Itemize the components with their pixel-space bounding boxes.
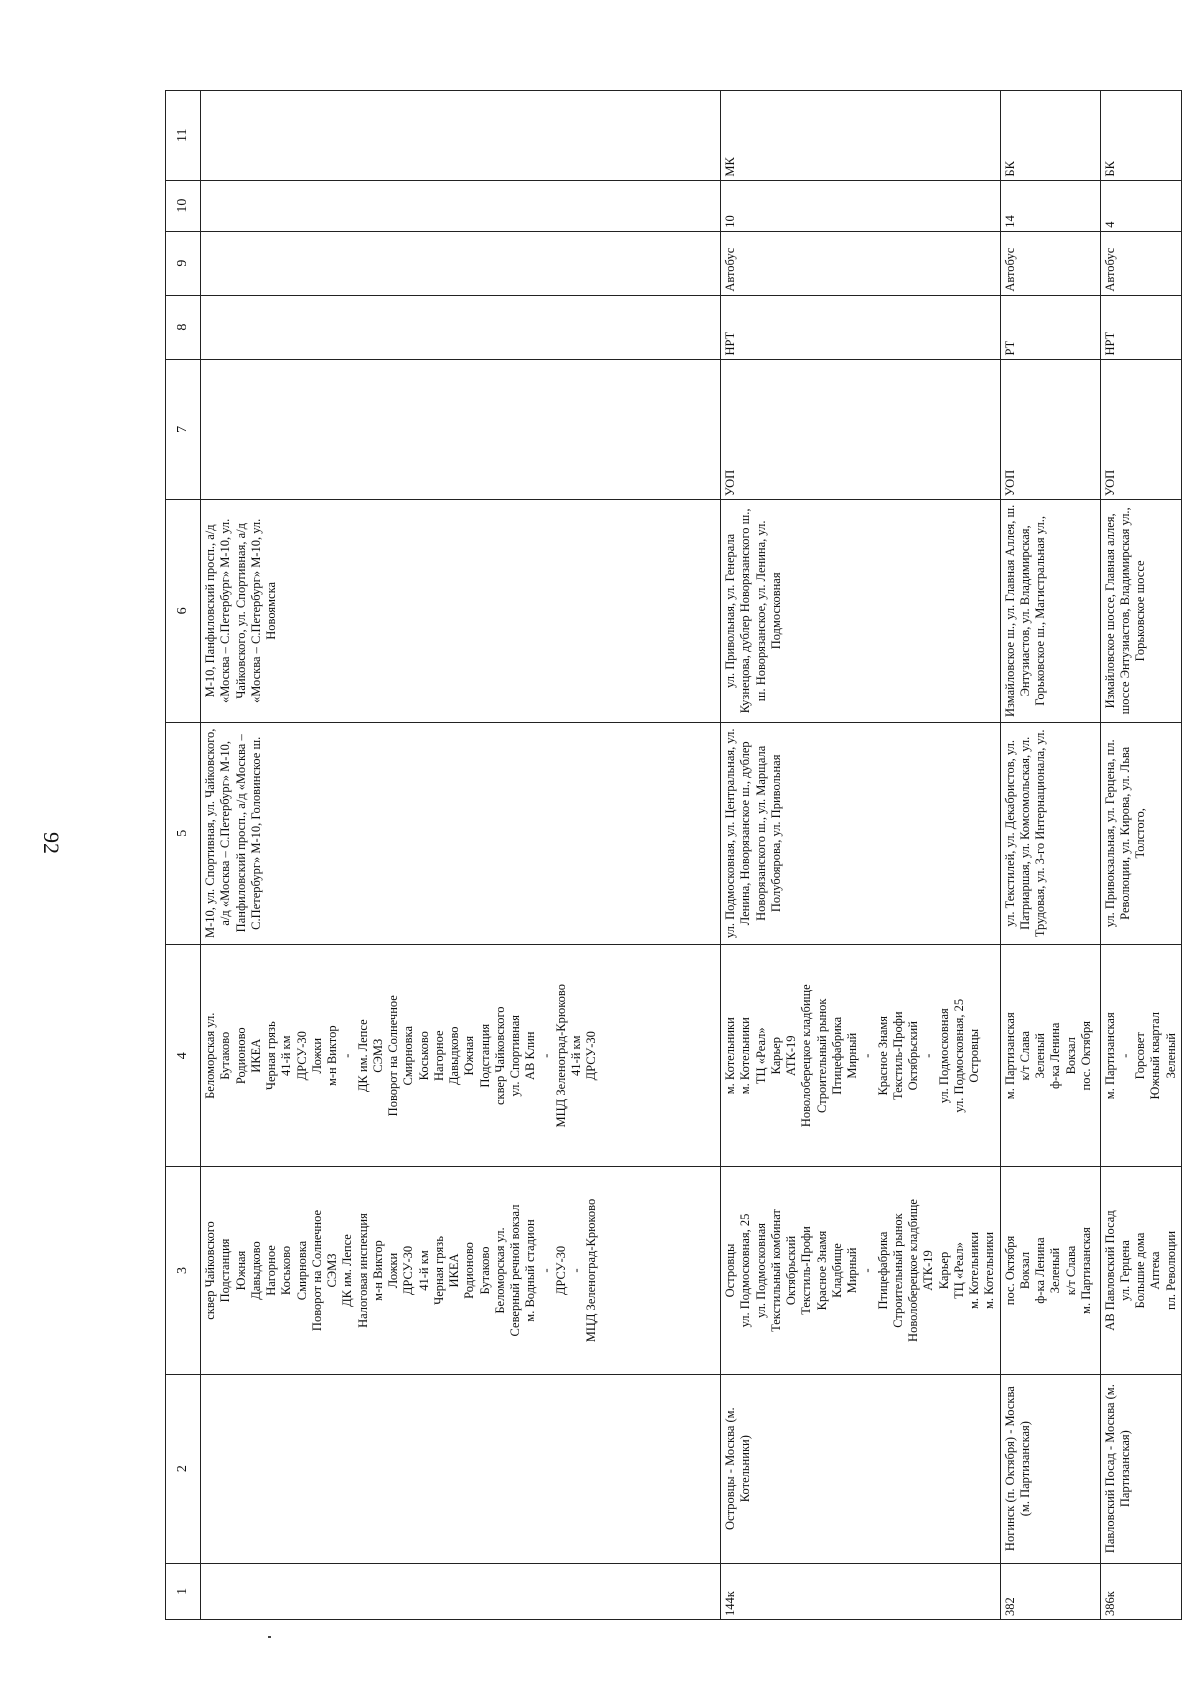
cell-c5 [1000, 722, 1100, 944]
stop-name: Давыдково [447, 1026, 461, 1085]
cell-c6 [1100, 500, 1181, 722]
stop-name: ул. Герцена [1117, 1240, 1132, 1301]
cell-c7 [721, 359, 1001, 500]
stop-name: Новолоберецкое кладбище [799, 984, 814, 1128]
stop-name: Островцы [967, 1028, 981, 1083]
stop-name: Зеленый [1048, 1247, 1063, 1294]
cell-c8 [1100, 295, 1181, 359]
cell-text: 14 [1002, 215, 1017, 228]
cell-text: Ногинск (п. Октября) - Москва (м. Партизанская) [1002, 1386, 1032, 1552]
stop-name: СЭМЗ [325, 1253, 339, 1288]
stop-name: Смирновка [294, 1240, 309, 1301]
stop-name: Мирный [845, 1032, 859, 1079]
stop-name: Южная [233, 1250, 248, 1291]
cell-c3 [1000, 1167, 1100, 1374]
stop-name: МЦД Зеленоград-Крюково [584, 1198, 599, 1343]
stop-name: Птицефабрика [829, 1016, 844, 1095]
stop-name: Мирный [845, 1247, 859, 1294]
stop-name: сквер Чайковского [203, 1221, 217, 1320]
stop-name: 41-й км [569, 1035, 583, 1076]
stop-name: Нагорное [431, 1030, 446, 1081]
stop-name: м. Котельники [723, 1017, 737, 1095]
column-header-1: 1 [166, 1563, 201, 1619]
stop-name: Текстиль-Профи [799, 1226, 814, 1315]
cell-text: 4 [1102, 221, 1117, 228]
stop-name: ИКЕА [447, 1253, 461, 1288]
stop-name: сквер Чайковского [492, 1006, 507, 1106]
stop-name: ф-ка Ленина [1033, 1237, 1047, 1304]
cell-c3 [201, 1167, 721, 1374]
stop-name: Строительный рынок [890, 1213, 905, 1328]
stop-name: Ложки [309, 1037, 324, 1074]
table-row [721, 91, 1001, 1620]
stop-name: Большие дома [1133, 1232, 1147, 1309]
column-header-3: 3 [166, 1167, 201, 1374]
page-number: 92 [39, 832, 64, 854]
stop-name: пос. Октября [1002, 1235, 1017, 1306]
cell-text: ул. Привокзальная, ул. Герцена, пл. Революции, ул. Кирова, ул. Льва Толстого, [1102, 739, 1147, 928]
cell-text: УОП [1102, 469, 1117, 497]
stop-name: Родионово [462, 1242, 477, 1299]
scan-speck [268, 1636, 271, 1638]
cell-text: Измайловское шоссе, Главная аллея, шоссе Энтузиастов, Владимирская ул., Горьковское шоссе [1102, 507, 1147, 715]
cell-c7 [1100, 359, 1181, 500]
cell-c9 [721, 231, 1001, 295]
stop-name: ДРСУ-30 [584, 1031, 599, 1081]
stop-name: Зеленый [1033, 1033, 1047, 1079]
cell-text: БК [1102, 161, 1117, 177]
stop-name: Строительный рынок [814, 998, 829, 1113]
stop-name: Поворот на Солнечное [309, 1209, 324, 1332]
column-header-5: 5 [166, 722, 201, 944]
stop-name: Коськово [416, 1031, 431, 1081]
stop-name: АВ Клин [523, 1031, 538, 1080]
cell-text: МК [723, 157, 737, 177]
stop-name: пл. Революции [1163, 1230, 1178, 1311]
stop-name: м. Котельники [967, 1231, 981, 1310]
stop-name: Октябрьский [906, 1021, 920, 1091]
cell-text: НРТ [1102, 331, 1117, 356]
stop-name: - [569, 1268, 583, 1273]
cell-c1 [201, 1563, 721, 1619]
stop-name: Южный квартал [1148, 1011, 1163, 1100]
cell-text: Измайловское ш., ул. Главная Аллея, ш. Энтузиастов, ул. Владимирская, Горьковское ш., Магистральная ул., [1002, 504, 1047, 718]
stop-name: ТЦ «Реал» [753, 1027, 768, 1085]
cell-c4 [201, 945, 721, 1167]
stop-name: ДРСУ-30 [401, 1245, 416, 1296]
stop-name: к/т Слава [1063, 1245, 1078, 1296]
cell-c4 [721, 945, 1001, 1167]
stop-name: Налоговая инспекция [355, 1213, 370, 1328]
stop-name: Коськово [279, 1245, 294, 1296]
stop-name: Красное Знамя [814, 1230, 829, 1311]
cell-c6 [1000, 500, 1100, 722]
table-row [1100, 91, 1181, 1620]
stop-name: ул. Спортивная [508, 1014, 522, 1097]
stop-name: ул. Подмосковная [936, 1008, 951, 1104]
column-header-9: 9 [166, 231, 201, 295]
stop-name: Беломорская ул. [492, 1227, 507, 1314]
stop-name: ДРСУ-30 [553, 1245, 568, 1296]
cell-c7 [201, 359, 721, 500]
cell-c9 [201, 231, 721, 295]
stop-name: Карьер [768, 1037, 783, 1075]
stop-name: Родионово [233, 1027, 248, 1085]
cell-c4 [1000, 945, 1100, 1167]
cell-text: Автобус [1102, 247, 1117, 292]
cell-text: 10 [723, 215, 737, 228]
stop-name: Текстиль-Профи [890, 1011, 905, 1101]
stop-name: - [860, 1268, 875, 1273]
stop-name: Давыдково [248, 1241, 263, 1300]
stop-name: м-н Виктор [325, 1025, 339, 1087]
cell-text: ул. Подмосковная, ул. Центральная, ул. Ленина, Новорязанское ш., дублер Новорязанского ш., ул. Марщала Полубоярова, ул. Привольная [723, 728, 783, 939]
cell-c2 [721, 1374, 1001, 1563]
stop-name: м. Партизанская [1002, 1012, 1017, 1100]
routes-table [165, 90, 1182, 1620]
cell-text: РТ [1002, 340, 1017, 356]
cell-c9 [1000, 231, 1100, 295]
cell-text: М-10, ул. Спортивная, ул. Чайковского, а/д «Москва – С.Петербург» М-10, Панфиловский просп., а/д «Москва – С.Петербург» М-10, Головинское ш. [203, 728, 263, 938]
cell-c6 [201, 500, 721, 722]
stop-name: Вокзал [1017, 1251, 1032, 1290]
stop-name: м. Партизанская [1102, 1012, 1117, 1100]
stop-name: м. Котельники [982, 1231, 997, 1310]
cell-text: М-10, Панфиловский просп., а/д «Москва – С.Петербург» М-10, ул. Чайковского, ул. Спортивная, а/д «Москва – С.Петербург» М-10, ул. Новоямска [203, 518, 278, 704]
stop-name: 41-й км [416, 1250, 431, 1291]
stop-name: Черная грязь [264, 1021, 278, 1091]
stop-name: Новолоберецкое кладбище [906, 1199, 920, 1342]
stop-name: ДРСУ-30 [294, 1031, 309, 1081]
stop-name: МЦД Зеленоград-Крюково [553, 984, 568, 1128]
stop-name: Подстанция [477, 1023, 492, 1088]
stop-name: - [538, 1268, 553, 1273]
cell-text: УОП [723, 469, 737, 497]
cell-c1 [1100, 1563, 1181, 1619]
cell-text: УОП [1002, 469, 1017, 497]
cell-c2 [201, 1374, 721, 1563]
rotated-table-container [165, 90, 1178, 1620]
table-body [201, 91, 1182, 1620]
stop-name: АТК-19 [784, 1035, 798, 1077]
cell-c5 [1100, 722, 1181, 944]
stop-name: АТК-19 [921, 1250, 936, 1291]
cell-c4 [1100, 945, 1181, 1167]
column-header-4: 4 [166, 945, 201, 1167]
stop-name: Черная грязь [431, 1236, 446, 1305]
cell-c3 [1100, 1167, 1181, 1374]
stop-name: ул. Подмосковная [753, 1222, 768, 1319]
header-row [166, 91, 201, 1620]
stop-name: 41-й км [279, 1035, 294, 1076]
stop-name: Бутаково [477, 1246, 492, 1295]
cell-c10 [201, 180, 721, 231]
stop-name: ДК им. Лепсе [355, 1019, 370, 1093]
cell-c7 [1000, 359, 1100, 500]
stop-name: Красное Знамя [875, 1015, 890, 1096]
cell-text: 382 [1002, 1597, 1017, 1616]
stop-name: Вокзал [1063, 1037, 1078, 1075]
table-row [1000, 91, 1100, 1620]
cell-c2 [1000, 1374, 1100, 1563]
column-header-2: 2 [166, 1374, 201, 1563]
cell-c8 [201, 295, 721, 359]
stop-name: м. Котельники [738, 1017, 753, 1095]
stop-name: м. Партизанская [1078, 1227, 1093, 1314]
stop-name: пос. Октября [1078, 1021, 1093, 1091]
cell-c9 [1100, 231, 1181, 295]
column-header-6: 6 [166, 500, 201, 722]
cell-text: 144к [723, 1591, 737, 1616]
stop-name: Северный речной вокзал [508, 1204, 522, 1337]
stop-name: Горсовет [1133, 1032, 1147, 1080]
stop-name: ф-ка Ленина [1048, 1022, 1063, 1089]
stop-name: Беломорская ул. [203, 1012, 217, 1099]
cell-text: БК [1002, 161, 1017, 177]
cell-c1 [1000, 1563, 1100, 1619]
stop-name: ул. Подмосковная, 25 [738, 1213, 753, 1328]
cell-c11 [1100, 91, 1181, 181]
stop-name: Птицефабрика [875, 1231, 890, 1310]
stop-name: - [538, 1053, 553, 1058]
stop-name: Зеленый [1163, 1033, 1178, 1079]
cell-c10 [1100, 180, 1181, 231]
cell-text: ул. Привольная, ул. Генерала Кузнецова, дублер Новорязанского ш., ш. Новорязанское, ул. Ленина, ул. Подмосковная [723, 508, 783, 714]
column-header-8: 8 [166, 295, 201, 359]
stop-name: - [1117, 1053, 1132, 1058]
stop-name: - [921, 1053, 936, 1058]
stop-name: Подстанция [218, 1238, 233, 1303]
stop-name: - [340, 1053, 355, 1058]
cell-c2 [1100, 1374, 1181, 1563]
stop-name: Смирновка [401, 1026, 416, 1086]
cell-c3 [721, 1167, 1001, 1374]
cell-c6 [721, 500, 1001, 722]
stop-name: м-н Виктор [370, 1240, 385, 1301]
stop-name: Кладбище [829, 1243, 844, 1298]
stop-name: - [860, 1053, 875, 1058]
table-row [201, 91, 721, 1620]
stop-name: ТЦ «Реал» [951, 1242, 966, 1299]
stop-name: Аптека [1148, 1251, 1163, 1290]
stop-name: Ложки [386, 1252, 400, 1289]
cell-c11 [721, 91, 1001, 181]
stop-name: м. Водный стадион [523, 1219, 538, 1322]
stop-name: Карьер [936, 1251, 951, 1290]
stop-name: ул. Подмосковная, 25 [951, 998, 966, 1113]
cell-text: Островцы - Москва (м. Котельники) [723, 1407, 753, 1530]
cell-text: Автобус [723, 247, 737, 292]
column-header-10: 10 [166, 180, 201, 231]
stop-name: Бутаково [218, 1031, 233, 1080]
cell-text: Автобус [1002, 247, 1017, 292]
cell-text: ул. Текстилей, ул. Декабристов, ул. Патриаршая, ул. Комсомольская, ул. Трудовая, ул. 3-го Интернационала, ул. [1002, 729, 1047, 938]
cell-c8 [721, 295, 1001, 359]
cell-c1 [721, 1563, 1001, 1619]
stop-name: ДК им. Лепсе [340, 1234, 355, 1307]
column-header-7: 7 [166, 359, 201, 500]
cell-c11 [1000, 91, 1100, 181]
cell-text: 386к [1102, 1591, 1117, 1616]
cell-c8 [1000, 295, 1100, 359]
cell-c10 [721, 180, 1001, 231]
stop-name: к/т Слава [1017, 1030, 1032, 1081]
cell-c10 [1000, 180, 1100, 231]
cell-c5 [201, 722, 721, 944]
cell-text: НРТ [723, 331, 737, 356]
stop-name: АВ Павловский Посад [1102, 1210, 1117, 1331]
stop-name: ИКЕА [248, 1038, 263, 1073]
cell-c5 [721, 722, 1001, 944]
cell-c11 [201, 91, 721, 181]
stop-name: Южная [462, 1035, 477, 1076]
cell-text: Павловский Посад - Москва (м. Партизанская) [1102, 1384, 1132, 1554]
stop-name: Нагорное [264, 1245, 278, 1296]
column-header-11: 11 [166, 91, 201, 181]
stop-name: СЭМЗ [370, 1038, 385, 1073]
stop-name: Поворот на Солнечное [386, 995, 400, 1117]
stop-name: Островцы [723, 1243, 737, 1298]
stop-name: Текстильный комбинат [768, 1209, 783, 1332]
stop-name: Октябрьский [784, 1235, 798, 1306]
